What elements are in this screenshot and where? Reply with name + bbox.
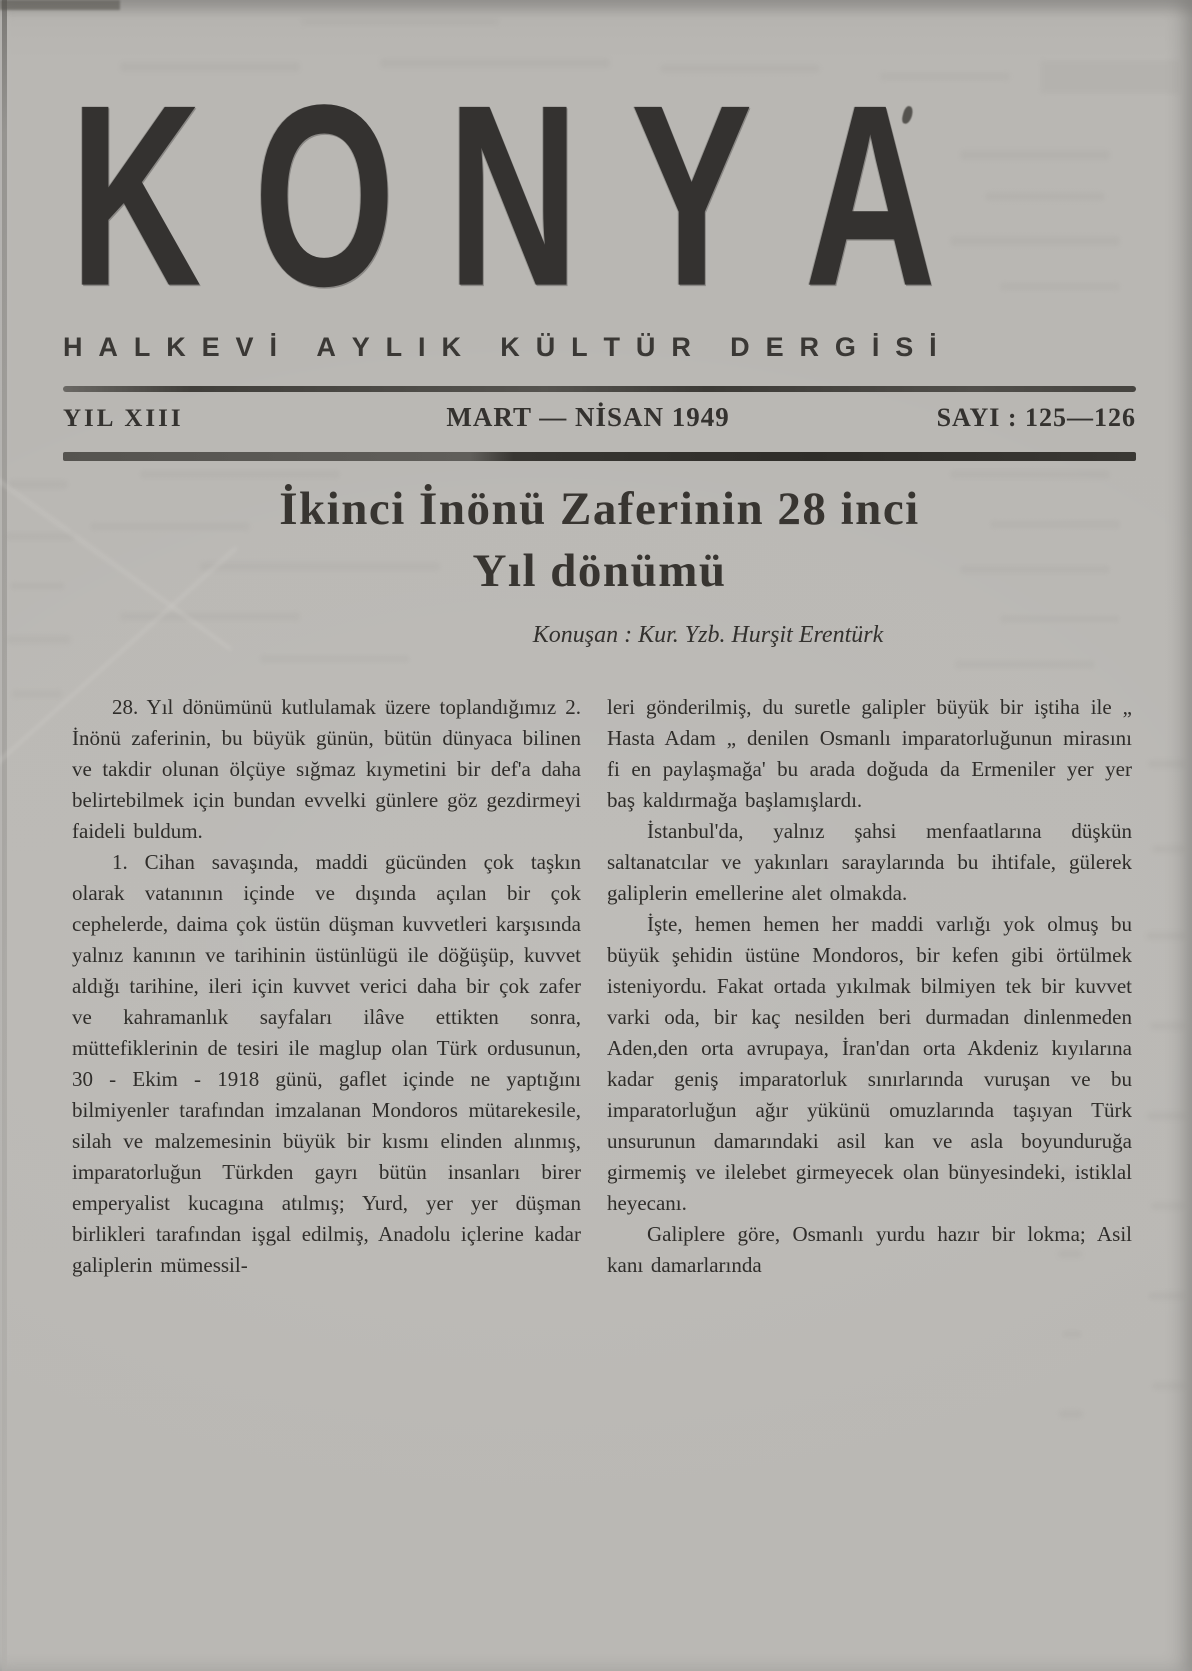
bleed-through-mark — [120, 612, 300, 621]
masthead-letter: İ — [929, 331, 937, 362]
masthead-letter: K — [500, 331, 520, 362]
masthead-letter: D — [730, 331, 750, 362]
horizontal-rule-top — [63, 386, 1136, 392]
paragraph: 1. Cihan savaşında, maddi gücünden çok taşkın olarak vatanının içinde ve dışında açılan bir çok cephelerde, daima çok üstün düşman kuvvetleri karşısında yalnız kanının ve tarihinin üstünlügü ile döğüşüp, kuvvet aldığı tarihine, ileri için kuvvet verici daha bir çok zafer ve kahramanlık sayfaları ilâve ettikten sonra, müttefiklerinin de tesiri ile maglup olan Türk ordusunun, 30 - Ekim - 1918 günü, gaflet içinde ne yaptığını bilmiyenler tarafından imzalanan Mondoros mütarekesile, silah ve malzemesinin büyük bir kısmı elinden alınmış, imparatorluğun Türkden gayrı bütün insanları birer emperyalist kucagına atılmış; Yurd, yer yer düşman birlikleri tarafından işgal edilmiş, Anadolu içlerine kadar galiplerin mümessil- — [72, 850, 581, 1277]
article-column-left — [72, 692, 581, 1281]
masthead-letter: K — [166, 331, 186, 362]
bleed-through-mark — [10, 582, 65, 590]
masthead-letter: Y — [630, 50, 753, 341]
masthead-letter: E — [201, 331, 220, 362]
masthead-letter: Ü — [635, 331, 656, 362]
horizontal-rule-bottom — [63, 452, 1136, 461]
bleed-through-mark — [1059, 1410, 1083, 1418]
paragraph: İstanbul'da, yalnız şahsi menfaatlarına düşkün saltanatcılar ve yakınları saraylarında bu ihtifale, gülerek galiplerin emellerine alet olmakda. — [607, 819, 1132, 905]
bleed-through-mark — [1147, 1112, 1187, 1120]
issue-year: YIL XIII — [63, 405, 184, 432]
article-byline: Konuşan : Kur. Yzb. Hurşit Erentürk — [532, 622, 884, 648]
magazine-title — [70, 50, 936, 421]
article-column-right — [607, 692, 1132, 1281]
article-title-line2: Yıl dönümü — [472, 545, 727, 597]
masthead-letter: O — [253, 50, 396, 341]
masthead-letter — [477, 332, 485, 363]
masthead-letter: V — [235, 331, 254, 362]
bleed-through-mark — [960, 150, 1110, 160]
scan-edge-shadow — [0, 0, 120, 10]
bleed-through-mark — [1152, 845, 1186, 853]
masthead-letter: Y — [351, 331, 370, 362]
bleed-through-mark — [1062, 1330, 1082, 1338]
masthead-letter: E — [765, 331, 784, 362]
bleed-through-mark — [985, 192, 1105, 201]
bleed-through-mark — [1146, 932, 1186, 940]
paragraph: Galiplere göre, Osmanlı yurdu hazır bir lokma; Asil kanı damarlarında — [607, 1222, 1132, 1277]
masthead-letter: I — [418, 331, 426, 362]
article-title-line1: İkinci İnönü Zaferinin 28 inci — [279, 483, 920, 535]
bleed-through-mark — [1148, 760, 1186, 768]
masthead-letter: L — [133, 331, 151, 362]
bleed-through-mark — [950, 236, 1120, 246]
bleed-through-mark — [1040, 60, 1180, 94]
issue-info-bar — [63, 402, 1136, 444]
masthead-letter: İ — [871, 331, 880, 362]
bleed-through-mark — [6, 635, 71, 644]
issue-number: SAYI : 125—126 — [936, 403, 1136, 432]
masthead-letter: T — [603, 331, 621, 362]
masthead-letter: L — [385, 331, 403, 362]
masthead-letter — [707, 332, 715, 363]
masthead-letter: A — [98, 331, 118, 362]
masthead-letter: K — [441, 331, 461, 362]
masthead-letter: Ü — [535, 331, 556, 362]
magazine-subtitle — [63, 330, 937, 364]
article-title — [63, 478, 1136, 602]
masthead-letter: A — [316, 331, 336, 362]
bleed-through-mark — [1148, 1292, 1186, 1300]
bleed-through-mark — [8, 480, 68, 489]
paragraph: leri gönderilmiş, du suretle galipler büyük bir iştiha ile „ Hasta Adam „ denilen Osmanlı imparatorluğunun mirasını fi en paylaşmağa' bu arada doğuda da Ermeniler yer yer baş kaldırmağa başlamışlardı. — [607, 695, 1132, 812]
scan-edge-shadow — [2, 0, 7, 1671]
masthead-letter: G — [834, 331, 856, 362]
bleed-through-mark — [12, 690, 62, 698]
masthead-letter: L — [571, 331, 588, 362]
bleed-through-mark — [1151, 1202, 1185, 1210]
masthead-letter: N — [447, 50, 579, 341]
masthead-letter: S — [895, 331, 914, 362]
paragraph: 28. Yıl dönümünü kutlulamak üzere toplandığımız 2. İnönü zaferinin, bu büyük günün, bütün dünyaca bilinen ve takdir olunan ölçüye sığmaz kıymetini bir def'a daha belirtebilmek için bundan evvelki günlere göz gezdirmeyi faideli buldum. — [72, 695, 581, 843]
masthead-letter: İ — [269, 331, 277, 362]
masthead-letter: A — [804, 50, 936, 341]
bleed-through-mark — [1150, 1022, 1186, 1030]
bleed-through-mark — [300, 18, 500, 26]
masthead-letter: K — [70, 50, 202, 341]
bleed-through-mark — [955, 660, 1095, 669]
issue-date: MART — NİSAN 1949 — [446, 402, 730, 432]
bleed-through-mark — [1000, 282, 1120, 291]
paragraph: İşte, hemen hemen her maddi varlığı yok olmuş bu büyük şehidin üstüne Mondoros, bir kefen gibi örtülmek isteniyordu. Fakat ortada yıkılmak bilmiyen tek bir kuvvet varki oda, bir kaç nesilden beri durmadan dinlenmeden Aden,den orta avrupaya, İran'dan orta Akdeniz kıyılarına kadar geniş imparatorluk sınırlarında vuruşan ve bu imparatorluğun ağır yükünü omuzlarında taşıyan Türk unsurunun damarındaki asil kan ve asla boyunduruğa girmemiş ve ilelebet girmeyecek olan bünyesindeki, istiklal heyecanı. — [607, 912, 1132, 1215]
bleed-through-mark — [260, 655, 410, 663]
masthead-letter: R — [799, 331, 819, 362]
masthead-letter: R — [671, 331, 691, 362]
article-body — [72, 692, 1132, 1281]
bleed-through-mark — [1152, 1382, 1186, 1390]
masthead-letter: H — [63, 331, 83, 362]
masthead-letter — [293, 332, 301, 363]
